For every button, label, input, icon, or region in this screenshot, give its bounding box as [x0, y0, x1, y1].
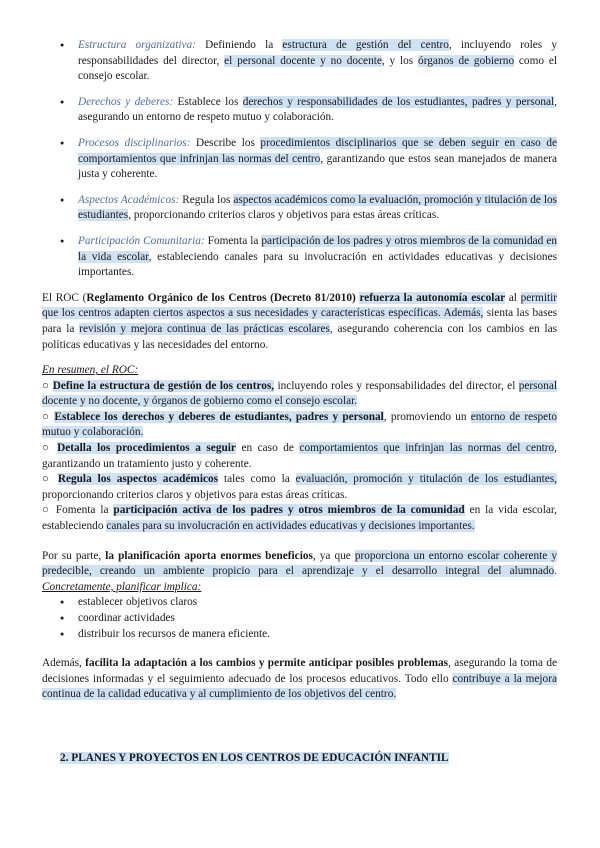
text-segment: revisión y mejora continua de las prácticas escolares [79, 322, 330, 335]
summary-title: En resumen, el ROC: [42, 364, 139, 377]
text-segment: estructura de gestión del centro [282, 39, 449, 51]
text-segment: facilita la adaptación a los cambios y permite anticipar posibles problemas [85, 657, 449, 670]
text-segment: Establece los [173, 95, 243, 108]
summary-item [42, 503, 557, 534]
text-segment: Reglamento Orgánico de los Centros (Decreto 81/2010) [86, 291, 356, 304]
text-segment: Concretamente, planificar implica: [42, 580, 202, 593]
text-segment: participación de los padres y otros miembros de la comunidad en la vida escolar [78, 234, 557, 263]
text-segment: personal docente y no docente, y órganos de gobierno como el consejo escolar. [42, 379, 557, 408]
text-segment: derechos y responsabilidades de los estudiantes, padres y personal [242, 95, 555, 108]
text-segment: el personal docente y no docente [224, 54, 382, 67]
aspect-item [42, 95, 557, 126]
text-segment: como el consejo escolar. [78, 54, 558, 83]
text-segment: , asegurando un entorno de respeto mutuo y colaboración. [78, 95, 557, 124]
text-segment: sienta las bases para la [42, 307, 557, 335]
text-segment: El ROC ( [42, 291, 87, 304]
aspect-term: Derechos y deberes: [78, 95, 174, 108]
text-segment: Además, [42, 657, 86, 670]
text-segment: , garantizando que estos sean manejados de manera justa y coherente. [78, 152, 558, 181]
aspect-item [42, 38, 557, 85]
text-segment: ○ [42, 410, 55, 423]
aspect-item [42, 193, 557, 224]
text-segment: contribuye a la mejora continua de la calidad educativa y al cumplimiento de los objetivos del centro. [42, 672, 557, 701]
text-segment: refuerza la autonomía escolar [359, 291, 506, 304]
planning-item: ● distribuir los recursos de manera eficiente. [42, 627, 557, 643]
text-segment: procedimientos disciplinarios que se deben seguir en caso de comportamientos que infrinjan las normas del centro [78, 136, 557, 165]
text-segment: , incluyendo roles y responsabilidades del director, [78, 39, 558, 67]
text-segment: canales para su involucración en actividades educativas y decisiones importantes. [106, 520, 475, 533]
text-segment: , garantizando un tratamiento justo y coherente. [42, 442, 557, 470]
summary-list [42, 379, 557, 535]
planning-item: ● coordinar actividades [42, 611, 557, 627]
text-segment: Detalla los procedimientos a seguir [57, 442, 236, 455]
text-segment: , asegurando coherencia con los cambios en las políticas educativas y las necesidades del entorno. [42, 322, 557, 351]
text-segment: tales como la [218, 473, 296, 486]
aspect-item [42, 136, 557, 183]
text-segment: , estableciendo canales para su involucración en actividades educativas y decisiones importantes. [78, 250, 557, 279]
text-segment: Regula los [179, 193, 234, 206]
text-segment: comportamientos que infrinjan las normas del centro [299, 442, 555, 455]
text-segment: Describe los [190, 136, 261, 149]
text-segment: Fomenta la [204, 234, 262, 247]
text-segment: , ya que [312, 549, 355, 562]
section-heading-text: 2. PLANES Y PROYECTOS EN LOS CENTROS DE EDUCACIÓN INFANTIL [60, 751, 449, 764]
text-segment: Establece los derechos y deberes de estudiantes, padres y personal [54, 410, 384, 423]
aspect-term: Participación Comunitaria: [78, 234, 205, 247]
text-segment: permitir que los centros adapten ciertos aspectos a sus necesidades y características específicas. Además, [42, 291, 557, 320]
text-segment: órganos de gobierno [418, 54, 515, 67]
text-segment: , promoviendo un [383, 410, 471, 423]
text-segment: en caso de [235, 442, 300, 455]
section-heading [42, 751, 557, 767]
text-segment: Regula los aspectos académicos [57, 473, 219, 486]
document-page [42, 38, 557, 767]
text-segment: aspectos académicos como la evaluación, promoción y titulación de los estudiantes [78, 193, 558, 222]
planning-item: ● establecer objetivos claros [42, 595, 557, 611]
text-segment: al [505, 291, 521, 304]
text-segment: la planificación aporta enormes beneficios [105, 549, 313, 562]
text-segment: entorno de respeto mutuo y colaboración. [42, 410, 557, 439]
text-segment: Define la estructura de gestión de los centros, [52, 379, 275, 392]
text-segment: Por su parte, [42, 549, 106, 562]
aspect-term: Aspectos Académicos: [78, 193, 180, 206]
aspect-item [42, 234, 557, 281]
roc-aspects-list [42, 38, 557, 281]
summary-item [42, 379, 557, 410]
text-segment: proporcionando criterios claros y objetivos para estas áreas críticas. [42, 488, 348, 501]
text-segment: ○ Fomenta la [42, 504, 114, 517]
text-segment: ○ [42, 379, 53, 392]
text-segment: incluyendo roles y responsabilidades del director, el [274, 379, 519, 392]
text-segment: Definiendo la [195, 39, 283, 51]
text-segment: ○ [42, 442, 58, 455]
summary-item [42, 410, 557, 441]
text-segment: , proporcionando criterios claros y objetivos para estas áreas críticas. [128, 209, 440, 222]
text-segment: ○ [42, 473, 58, 486]
planning-paragraph [42, 549, 557, 596]
text-segment: , asegurando la toma de decisiones informadas y el seguimiento adecuado de los procesos educativos. Todo ello [42, 657, 558, 685]
aspect-term: Procesos disciplinarios: [78, 136, 191, 149]
text-segment: evaluación, promoción y titulación de los estudiantes, [295, 473, 557, 486]
ademas-paragraph [42, 656, 557, 703]
aspect-term: Estructura organizativa: [78, 39, 196, 51]
text-segment: participación activa de los padres y otros miembros de la comunidad [113, 504, 465, 517]
summary-item [42, 472, 557, 503]
planning-list [42, 595, 557, 642]
text-segment: en la vida escolar, estableciendo [42, 504, 557, 533]
text-segment: proporciona un entorno escolar coherente y predecible, creando un ambiente propicio para el aprendizaje y el desarrollo integral del alumnado [42, 549, 557, 578]
text-segment: . [554, 565, 557, 578]
roc-paragraph [42, 291, 557, 353]
summary-item [42, 441, 557, 472]
text-segment: , y los [381, 54, 419, 67]
